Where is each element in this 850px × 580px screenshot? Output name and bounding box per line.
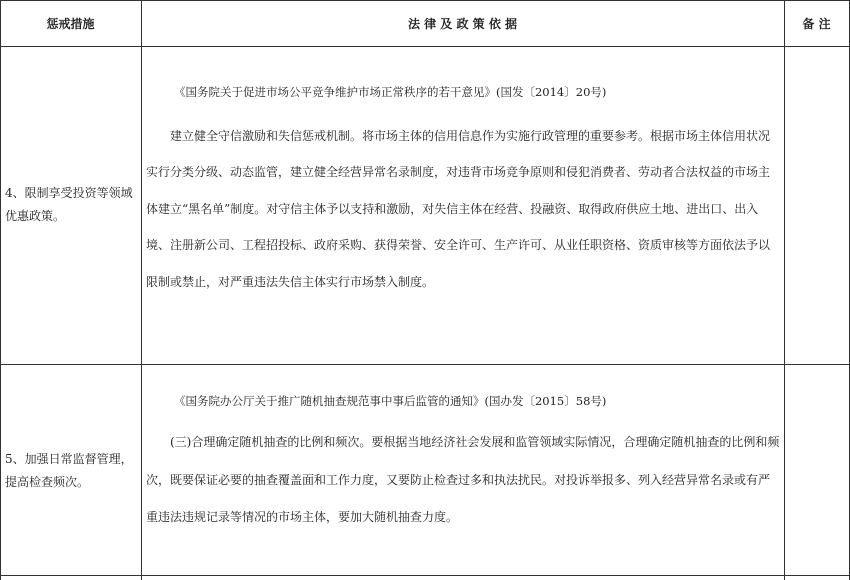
row1-measure: 4、限制享受投资等领域优惠政策。 (5, 186, 133, 223)
header-note: 备 注 (802, 16, 831, 31)
row-divider (0, 364, 850, 365)
header-measure: 惩戒措施 (46, 16, 95, 31)
row1-text: 建立健全守信激励和失信惩戒机制。将市场主体的信用信息作为实施行政管理的重要参考。根据市场主体信用状况实行分类分级、动态监管，建立健全经营异常名录制度，对违背市场竞争原则和侵犯消费者、劳动者合法权益的市场主体建立“黑名单”制度。对守信主体予以支持和激励，对失信主体在经营、投融资、取得政府供应土地、进出口、出入境、注册新公司、工程招投标、政府采购、获得荣誉、安全许可、生产许可、从业任职资格、资质审核等方面依法予以限制或禁止，对严重违法失信主体实行市场禁入制度。 (146, 129, 771, 289)
row2-text: (三)合理确定随机抽查的比例和频次。要根据当地经济社会发展和监管领域实际情况，合理确定随机抽查的比例和频次，既要保证必要的抽查覆盖面和工作力度，又要防止检查过多和执法扰民。对投诉举报多、列入经营异常名录或有严重违法违规记录等情况的市场主体，要加大随机抽查力度。 (146, 435, 780, 524)
table-border-bottom (0, 575, 850, 576)
column-divider-2 (784, 0, 785, 580)
row1-source: 《国务院关于促进市场公平竞争维护市场正常秩序的若干意见》(国发〔2014〕20号) (174, 85, 607, 99)
header-basis: 法 律 及 政 策 依 据 (407, 16, 518, 31)
row2-measure: 5、加强日常监督管理，提高检查频次。 (5, 452, 133, 489)
table-border-left (0, 0, 1, 580)
header-divider (0, 46, 850, 47)
column-divider-1 (141, 0, 142, 580)
row2-source: 《国务院办公厅关于推广随机抽查规范事中事后监管的通知》(国办发〔2015〕58号) (174, 394, 607, 408)
